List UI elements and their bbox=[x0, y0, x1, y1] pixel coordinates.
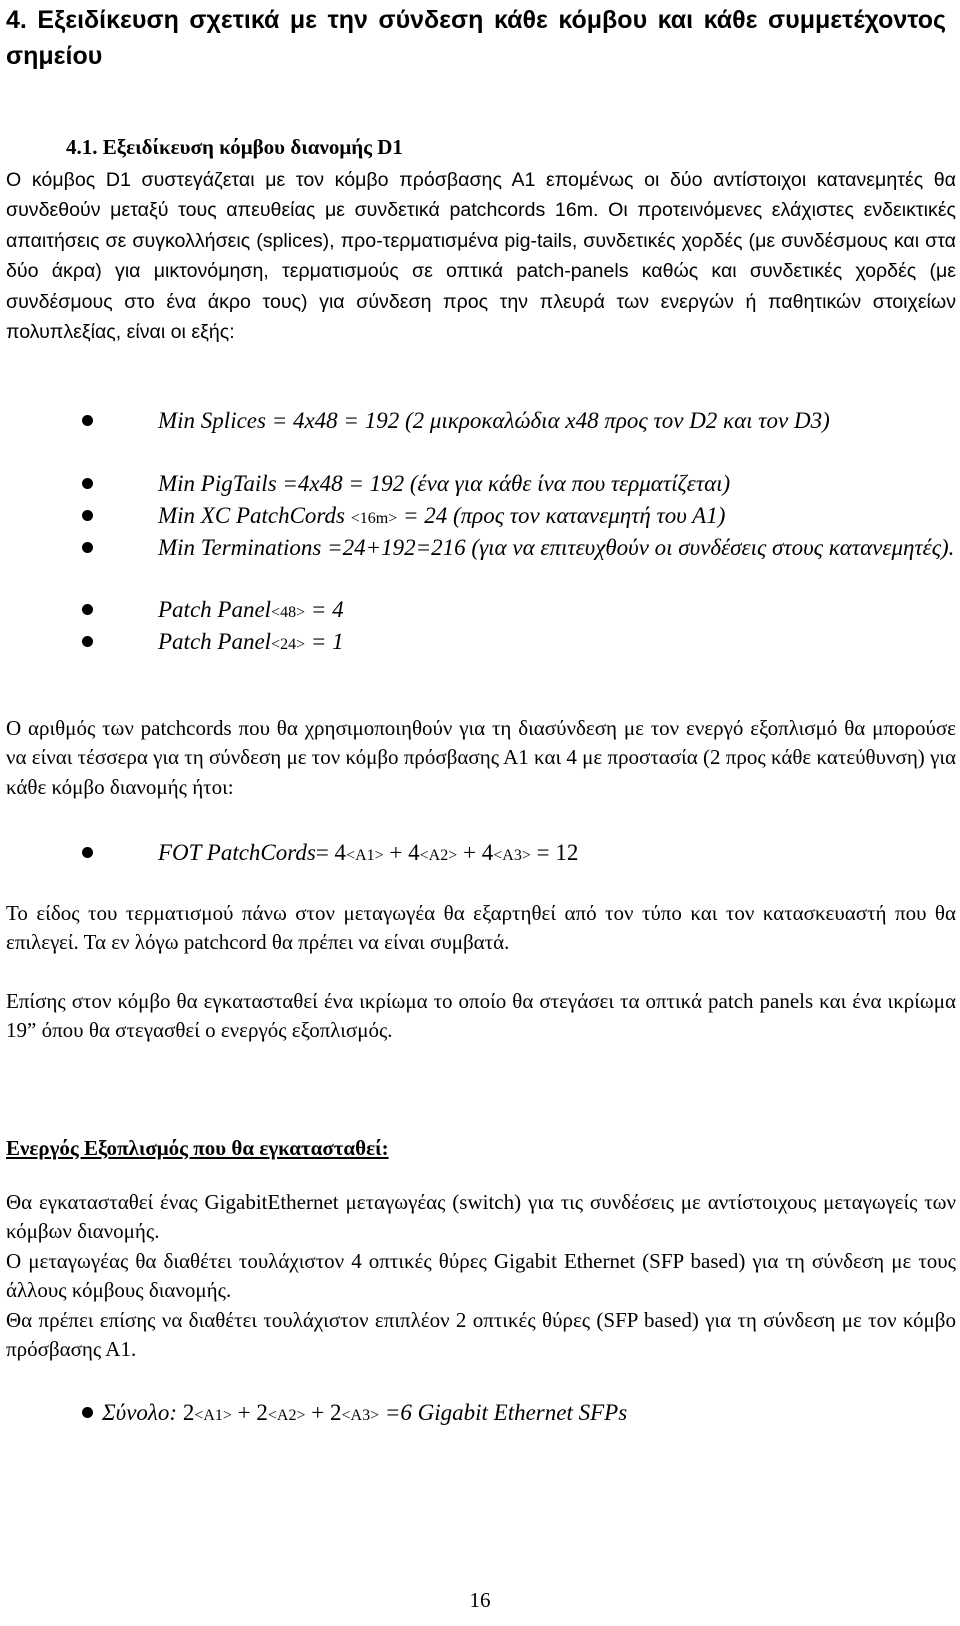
requirement-text: Min XC PatchCords bbox=[158, 503, 351, 528]
requirement-text: = 1 bbox=[305, 629, 344, 654]
total-sub-a2: <A2> bbox=[267, 1407, 306, 1424]
total-v3: + 2 bbox=[305, 1400, 342, 1425]
fot-label: FOT PatchCords bbox=[158, 840, 316, 865]
requirement-subscript: <16m> bbox=[350, 510, 398, 527]
fot-patchcords-item bbox=[6, 838, 956, 871]
total-v1: 2 bbox=[177, 1400, 195, 1425]
requirement-text: Patch Panel bbox=[158, 629, 272, 654]
bullet-icon bbox=[82, 847, 93, 858]
bullet-icon bbox=[82, 478, 93, 489]
fot-total: = 12 bbox=[530, 840, 579, 865]
termination-paragraph: Το είδος του τερματισμού πάνω στον μεταγωγέα θα εξαρτηθεί από τον τύπο και τον κατασκευαστή που θα επιλεγεί. Τα εν λόγω patchcord θα πρέπει να είναι συμβατά. bbox=[6, 901, 956, 955]
requirement-text: Min Terminations =24+192=216 (για να επιτευχθούν οι συνδέσεις στους κατανεμητές). bbox=[158, 535, 955, 560]
requirement-item bbox=[6, 469, 956, 499]
total-sfps-item bbox=[6, 1398, 956, 1431]
fot-plus-1: + 4 bbox=[383, 840, 420, 865]
bullet-icon bbox=[82, 542, 93, 553]
active-equipment-heading: Ενεργός Εξοπλισμός που θα εγκατασταθεί: bbox=[6, 1136, 389, 1160]
bullet-icon bbox=[82, 510, 93, 521]
fot-sub-a2: <A2> bbox=[419, 847, 458, 864]
active-paragraph-3: Θα πρέπει επίσης να διαθέτει τουλάχιστον επιπλέον 2 οπτικές θύρες (SFP based) για τη σύνδεση με τον κόμβο πρόσβασης Α1. bbox=[6, 1308, 956, 1362]
rack-paragraph: Επίσης στον κόμβο θα εγκατασταθεί ένα ικρίωμα το οποίο θα στεγάσει τα οπτικά patch panels και ένα ικρίωμα 19” όπου θα στεγασθεί ο ενεργός εξοπλισμός. bbox=[6, 989, 956, 1043]
intro-paragraph bbox=[6, 165, 956, 347]
requirement-text: = 4 bbox=[305, 597, 344, 622]
bullet-icon bbox=[82, 604, 93, 615]
requirement-item bbox=[6, 595, 956, 628]
bullet-icon bbox=[82, 636, 93, 647]
requirement-subscript: <48> bbox=[271, 604, 306, 621]
total-label: Σύνολο: bbox=[102, 1400, 178, 1425]
total-sub-a1: <A1> bbox=[194, 1407, 232, 1424]
requirement-item bbox=[6, 406, 956, 436]
requirement-text: Patch Panel bbox=[158, 597, 272, 622]
active-paragraph-2: Ο μεταγωγέας θα διαθέτει τουλάχιστον 4 οπτικές θύρες Gigabit Ethernet (SFP based) για τη σύνδεση με τους άλλους κόμβους διανομής. bbox=[6, 1249, 956, 1303]
requirement-text: Min Splices = 4x48 = 192 (2 μικροκαλώδια x48 προς τον D2 και τον D3) bbox=[158, 408, 830, 433]
requirement-text: = 24 (προς τον κατανεμητή του Α1) bbox=[397, 503, 726, 528]
fot-eq: = 4 bbox=[315, 840, 347, 865]
fot-sub-a3: <A3> bbox=[493, 847, 531, 864]
bullet-icon bbox=[82, 1407, 93, 1418]
total-result: =6 Gigabit Ethernet SFPs bbox=[379, 1400, 628, 1425]
requirement-item bbox=[6, 533, 956, 563]
patchcords-paragraph: Ο αριθμός των patchcords που θα χρησιμοποιηθούν για τη διασύνδεση με τον ενεργό εξοπλισμό θα μπορούσε να είναι τέσσερα για τη σύνδεση με τον κόμβο πρόσβασης Α1 και 4 με προστασία (2 προς κάθε κατεύθυνση) για κάθε κόμβο διανομής ήτοι: bbox=[6, 716, 956, 799]
requirement-item bbox=[6, 501, 956, 534]
fot-sub-a1: <A1> bbox=[346, 847, 384, 864]
subsection-title: 4.1. Εξειδίκευση κόμβου διανομής D1 bbox=[66, 135, 403, 159]
total-sub-a3: <A3> bbox=[341, 1407, 380, 1424]
active-paragraph-1: Θα εγκατασταθεί ένας GigabitEthernet μεταγωγέας (switch) για τις συνδέσεις με αντίστοιχους μεταγωγείς των κόμβων διανομής. bbox=[6, 1190, 956, 1244]
requirement-subscript: <24> bbox=[271, 636, 306, 653]
intro-part-1: Ο κόμβος D1 συστεγάζεται με τον κόμβο πρόσβασης Α1 επομένως οι δύο αντίστοιχοι κατανεμητές θα συνδεθούν μεταξύ τους απευθείας με συνδετικά patchcords 16m. bbox=[6, 169, 956, 222]
requirement-item bbox=[6, 627, 956, 660]
requirement-text: Min PigTails =4x48 = 192 (ένα για κάθε ίνα που τερματίζεται) bbox=[158, 471, 731, 496]
fot-plus-2: + 4 bbox=[457, 840, 494, 865]
section-title: 4. Εξειδίκευση σχετικά με την σύνδεση κάθε κόμβου και κάθε συμμετέχοντος σημείου bbox=[6, 6, 946, 70]
total-v2: + 2 bbox=[231, 1400, 268, 1425]
intro-part-2: Οι προτεινόμενες ελάχιστες ενδεικτικές απαιτήσεις σε συγκολλήσεις (splices), προ-τερματισμένα pig-tails, συνδετικές χορδές (με συνδέσμους και στα δύο άκρα) για μικτονόμηση, τερματισμούς σε οπτικά patch-panels καθώς και συνδετικές χορδές (με συνδέσμους στο ένα άκρο τους) για σύνδεση προς την πλευρά των ενεργών ή παθητικών στοιχείων πολυπλεξίας, είναι οι εξής: bbox=[6, 199, 956, 344]
bullet-icon bbox=[82, 415, 93, 426]
page-number: 16 bbox=[469, 1588, 491, 1612]
